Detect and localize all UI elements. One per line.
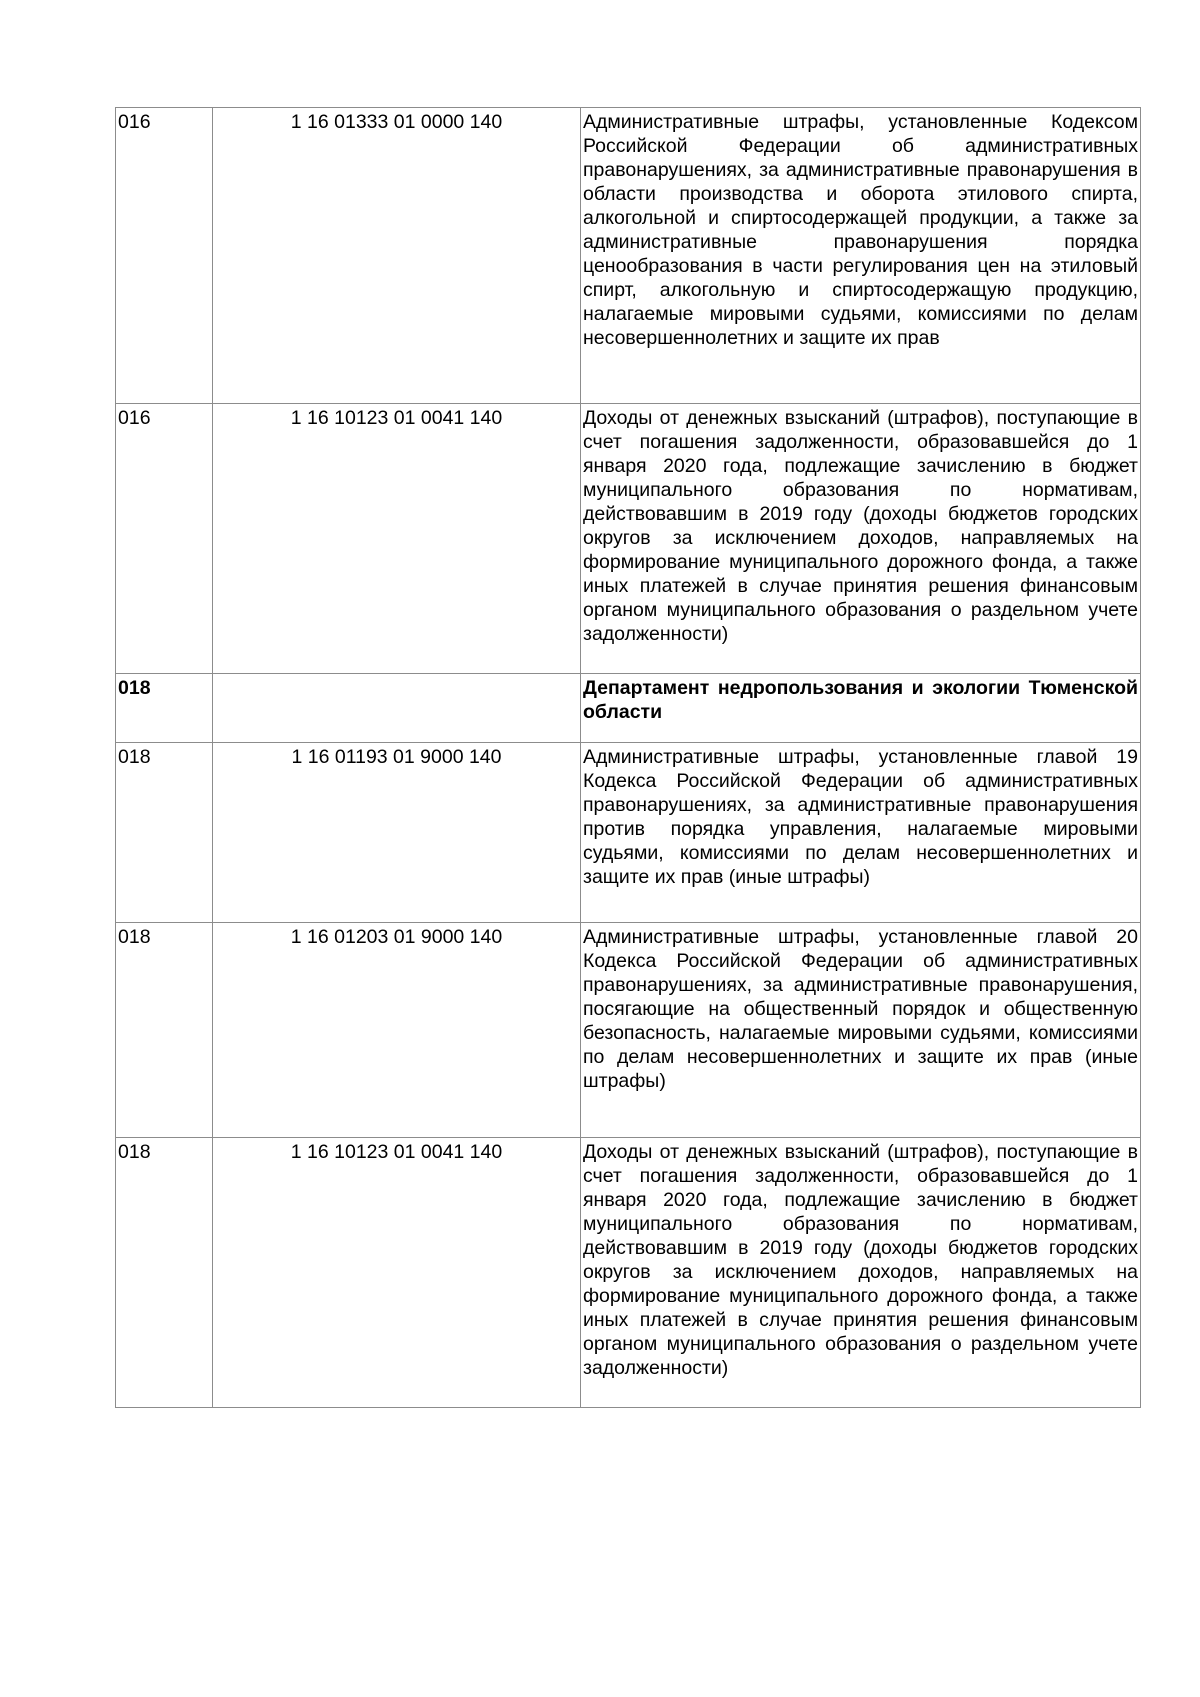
revenue-name-cell: Административные штрафы, установленные главой 20 Кодекса Российской Федерации об административных правонарушениях, за административные правонарушения, посягающие на общественный порядок и общественную безопасность, налагаемые мировыми судьями, комиссиями по делам несовершеннолетних и защите их прав (иные штрафы) (581, 923, 1141, 1138)
department-name-cell: Департамент недропользования и экологии Тюменской области (581, 674, 1141, 743)
admin-code-cell: 016 (116, 404, 213, 674)
table-row (116, 404, 1141, 674)
budget-code-cell: 1 16 01203 01 9000 140 (213, 923, 581, 1138)
budget-code-cell: 1 16 01193 01 9000 140 (213, 743, 581, 923)
budget-code-cell: 1 16 10123 01 0041 140 (213, 1138, 581, 1408)
table-row (116, 108, 1141, 404)
admin-code-cell: 018 (116, 1138, 213, 1408)
revenue-name-cell: Доходы от денежных взысканий (штрафов), поступающие в счет погашения задолженности, образовавшейся до 1 января 2020 года, подлежащие зачислению в бюджет муниципального образования по нормативам, действовавшим в 2019 году (доходы бюджетов городских округов за исключением доходов, направляемых на формирование муниципального дорожного фонда, а также иных платежей в случае принятия решения финансовым органом муниципального образования о раздельном учете задолженности) (581, 1138, 1141, 1408)
table-row (116, 1138, 1141, 1408)
admin-code-cell: 018 (116, 923, 213, 1138)
admin-code-cell: 016 (116, 108, 213, 404)
admin-code-cell: 018 (116, 743, 213, 923)
revenue-name-cell: Административные штрафы, установленные главой 19 Кодекса Российской Федерации об административных правонарушениях, за административные правонарушения против порядка управления, налагаемые мировыми судьями, комиссиями по делам несовершеннолетних и защите их прав (иные штрафы) (581, 743, 1141, 923)
table-row-department (116, 674, 1141, 743)
budget-code-cell: 1 16 01333 01 0000 140 (213, 108, 581, 404)
revenue-codes-table (115, 107, 1141, 1408)
budget-code-cell: 1 16 10123 01 0041 140 (213, 404, 581, 674)
admin-code-cell: 018 (116, 674, 213, 743)
table-row (116, 743, 1141, 923)
table-row (116, 923, 1141, 1138)
budget-code-cell (213, 674, 581, 743)
revenue-name-cell: Доходы от денежных взысканий (штрафов), поступающие в счет погашения задолженности, образовавшейся до 1 января 2020 года, подлежащие зачислению в бюджет муниципального образования по нормативам, действовавшим в 2019 году (доходы бюджетов городских округов за исключением доходов, направляемых на формирование муниципального дорожного фонда, а также иных платежей в случае принятия решения финансовым органом муниципального образования о раздельном учете задолженности) (581, 404, 1141, 674)
revenue-name-cell: Административные штрафы, установленные Кодексом Российской Федерации об административных правонарушениях, за административные правонарушения в области производства и оборота этилового спирта, алкогольной и спиртосодержащей продукции, а также за административные правонарушения порядка ценообразования в части регулирования цен на этиловый спирт, алкогольную и спиртосодержащую продукцию, налагаемые мировыми судьями, комиссиями по делам несовершеннолетних и защите их прав (581, 108, 1141, 404)
